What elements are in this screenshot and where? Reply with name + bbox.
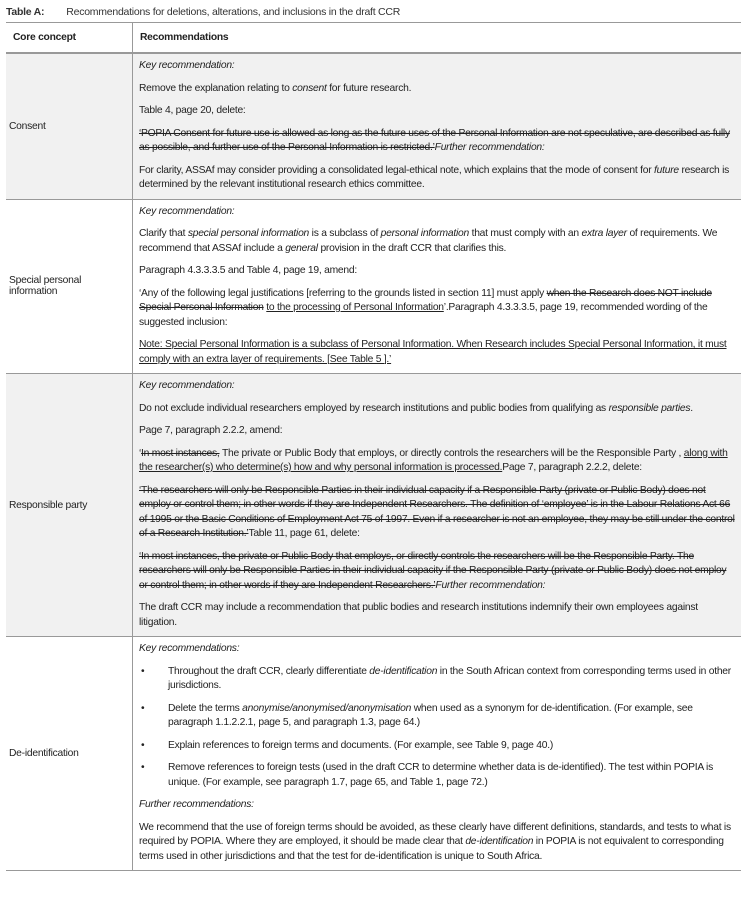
italic-text: Key recommendation:	[139, 205, 235, 217]
text-segment: is a subclass of	[309, 228, 381, 239]
table-row	[6, 374, 741, 637]
deleted-text: ‘The researchers will only be Responsible Parties in their individual capacity if a Responsible Party (private or Public Body) does not employ or control them; in other words if they are Independent Researchers. The definition of ‘employee’ is in the Labour Relations Act 66 of 1995 or the Basic Conditions of Employment Act 75 of 1997. Even if a researcher is not an employee, they may be still under the control of a Research Institution.’	[139, 484, 735, 539]
text-segment: ’.Paragraph 4.3.3.3.5, page 19, recommended wording of the suggested inclusion:	[139, 302, 708, 328]
core-concept-cell: Consent	[6, 53, 133, 199]
text-segment: for future research.	[326, 82, 412, 94]
bullet-text	[168, 761, 735, 790]
text-segment: We recommend that the use of foreign terms should be avoided, as these clearly have different definitions, standards, and tests to what is required by POPIA. Where they are employed, it should be made clear that	[139, 821, 731, 847]
table-caption	[6, 6, 400, 18]
paragraph	[139, 264, 735, 279]
paragraph	[139, 642, 735, 657]
italic-text: de-identification	[369, 665, 438, 677]
paragraph	[139, 484, 735, 542]
text-segment: in the South African context from corresponding terms used in other jurisdictions.	[168, 665, 731, 691]
core-concept-cell: Responsible party	[6, 374, 133, 637]
italic-text: extra layer	[581, 228, 627, 239]
table-row	[6, 199, 741, 374]
text-segment: For clarity, ASSAf may consider providing a consolidated legal-ethical note, which explains that the mode of consent for	[139, 164, 655, 176]
italic-text: general	[285, 242, 318, 254]
recommendations-cell	[133, 53, 742, 199]
text-segment: of requirements. We recommend that ASSAf include a	[139, 228, 718, 254]
italic-text: special personal information	[187, 228, 310, 239]
paragraph	[139, 798, 735, 813]
recommendations-cell	[133, 637, 742, 871]
inserted-text: Note: Special Personal Information is a subclass of Personal Information. When Research includes Special Personal Information, it must comply with an extra layer of requirements. [See Table 5 ].’	[139, 339, 727, 365]
text-segment: The draft CCR may include a recommendation that public bodies and research institutions indemnify their own employees against litigation.	[139, 602, 698, 628]
text-segment: Table 4, page 20, delete:	[139, 105, 246, 116]
deleted-text: In most instances,	[141, 447, 220, 459]
italic-text: personal information	[380, 228, 469, 239]
paragraph	[139, 402, 735, 417]
bullet-item	[139, 665, 735, 694]
paragraph	[139, 205, 735, 220]
caption-title: Recommendations for deletions, alterations, and inclusions in the draft CCR	[66, 6, 401, 18]
bullet-item	[139, 739, 735, 754]
text-segment: that must comply with an	[468, 228, 582, 239]
caption-label: Table A:	[6, 6, 45, 18]
paragraph	[139, 287, 735, 331]
bullet-text	[168, 702, 735, 731]
paragraph	[139, 164, 735, 193]
core-concept-cell: De-identification	[6, 637, 133, 871]
recommendations-table	[6, 22, 741, 871]
paragraph	[139, 59, 735, 74]
text-segment: Table 11, page 61, delete:	[248, 528, 360, 539]
italic-text: Further recommendations:	[139, 799, 254, 810]
bullet-icon: •	[141, 762, 145, 773]
deleted-text: ‘In most instances, the private or Public Body that employs, or directly controls the researchers will be the Responsible Party. The researchers will only be Responsible Parties in their individual capacity if the Responsible Party (private or Public Body) does not employ or control them; in other words if they are Independent Researchers.’	[139, 550, 727, 591]
bullet-item	[139, 761, 735, 790]
header-row	[6, 23, 741, 54]
text-segment: Do not exclude individual researchers employed by research institutions and public bodies from qualifying as	[139, 402, 609, 414]
paragraph	[139, 550, 735, 594]
paragraph	[139, 338, 735, 367]
bullet-icon: •	[141, 702, 145, 714]
paragraph	[139, 601, 735, 630]
table-row	[6, 637, 741, 871]
header-core-concept: Core concept	[6, 23, 133, 54]
paragraph	[139, 127, 735, 156]
paragraph	[139, 227, 735, 256]
italic-text: future	[654, 164, 679, 176]
italic-text: consent	[292, 82, 327, 94]
text-segment: Paragraph 4.3.3.3.5 and Table 4, page 19, amend:	[139, 265, 357, 276]
paragraph	[139, 447, 735, 476]
text-segment: The private or Public Body that employs, or directly controls the researchers will be the Responsible Party ,	[219, 447, 684, 459]
text-segment: Explain references to foreign terms and documents. (For example, see Table 9, page 40.)	[168, 739, 554, 751]
text-segment: when used as a synonym for de-identification. (For example, see paragraph 1.1.2.2.1, page 5, and paragraph 1.3, page 64.)	[168, 702, 693, 728]
italic-text: Key recommendation:	[139, 60, 235, 71]
italic-text: Key recommendation:	[139, 380, 235, 391]
paragraph	[139, 104, 735, 119]
inserted-text: to the processing of Personal Information	[266, 302, 444, 313]
text-segment: Remove references to foreign tests (used in the draft CCR to determine whether data is de-identified). The test within POPIA is unique. (For example, see paragraph 1.7, page 65, and Table 1, page 72.)	[168, 762, 713, 788]
paragraph	[139, 424, 735, 439]
text-segment: .	[690, 402, 693, 414]
text-segment: provision in the draft CCR that clarifies this.	[317, 242, 507, 254]
text-segment: ‘	[139, 447, 142, 459]
text-segment: research is determined by the relevant institutional research ethics committee.	[139, 164, 730, 190]
bullet-text	[168, 665, 735, 694]
recommendations-cell	[133, 199, 742, 374]
deleted-text: when the Research does NOT include Special Personal Information	[139, 287, 712, 313]
paragraph	[139, 82, 735, 97]
bullet-icon: •	[141, 665, 145, 677]
italic-text: de-identification	[465, 836, 534, 847]
text-segment: Page 7, paragraph 2.2.2, amend:	[139, 425, 283, 436]
table-row	[6, 53, 741, 199]
text-segment: Throughout the draft CCR, clearly differentiate	[168, 665, 370, 677]
inserted-text: along with the researcher(s) who determine(s) how and why personal information is processed.	[139, 447, 728, 473]
paragraph	[139, 379, 735, 394]
text-segment: Clarify that	[139, 228, 188, 239]
text-segment: in POPIA is not equivalent to corresponding terms used in other jurisdictions and that the test for de-identification is unique to South Africa.	[139, 836, 724, 862]
deleted-text: ‘POPIA Consent for future use is allowed as long as the future uses of the Personal Information are not speculative, are described as fully as possible, and further use of the Personal Information is restricted.’	[139, 127, 730, 153]
paragraph	[139, 821, 735, 865]
text-segment: Remove the explanation relating to	[139, 82, 293, 94]
text-segment: Delete the terms	[168, 702, 243, 714]
text-segment: ‘Any of the following legal justifications [referring to the grounds listed in section 11] must apply	[139, 287, 547, 299]
italic-text: Key recommendations:	[139, 643, 240, 654]
italic-text: Further recommendation:	[434, 142, 545, 153]
bullet-icon: •	[141, 739, 145, 751]
core-concept-cell: Special personal information	[6, 199, 133, 374]
italic-text: responsible parties	[608, 402, 691, 414]
bullet-item	[139, 702, 735, 731]
italic-text: Further recommendation:	[435, 579, 546, 591]
header-recommendations: Recommendations	[133, 23, 742, 54]
italic-text: anonymise/anonymised/anonymisation	[242, 702, 412, 714]
text-segment: Page 7, paragraph 2.2.2, delete:	[502, 462, 642, 473]
bullet-text	[168, 739, 553, 754]
recommendations-cell	[133, 374, 742, 637]
